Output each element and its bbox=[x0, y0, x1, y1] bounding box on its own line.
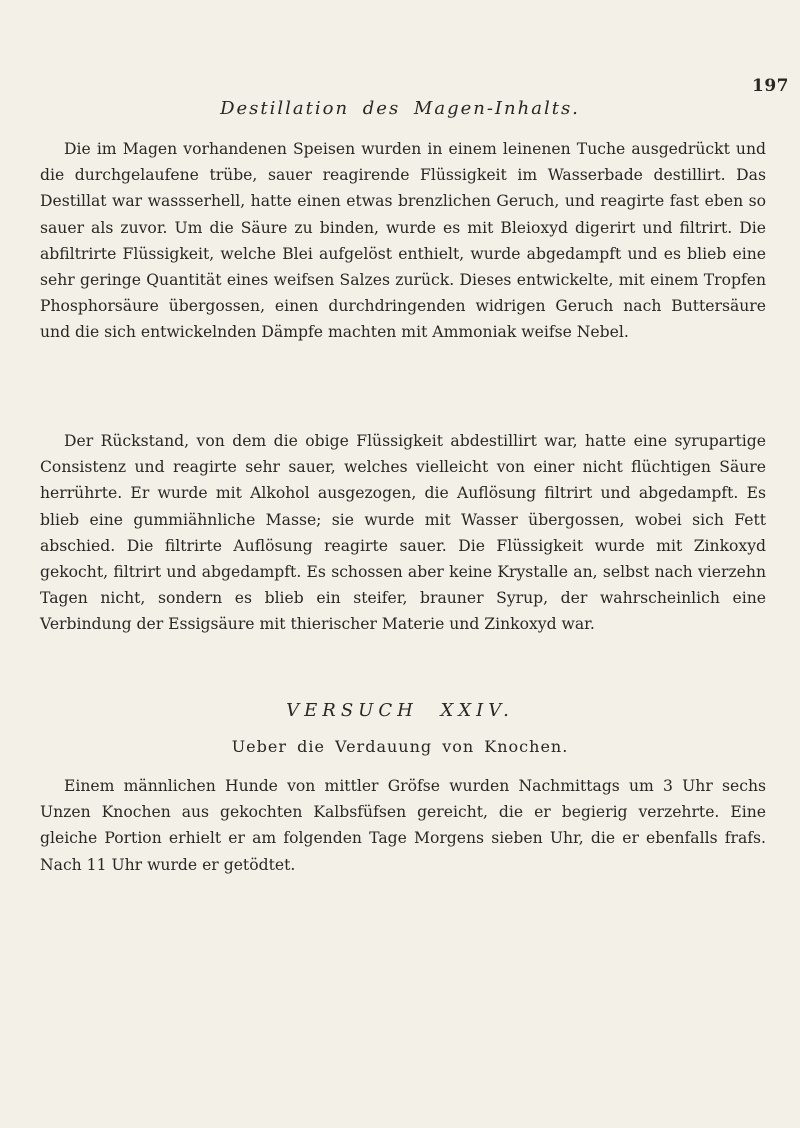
page-number: 197 bbox=[752, 76, 789, 96]
section-title: Destillation des Magen-Inhalts. bbox=[220, 98, 580, 119]
paragraph: Die im Magen vorhandenen Speisen wurden in einem leinenen Tuche ausgedrückt und die durchgelaufene trübe, sauer reagirende Flüssigkeit im Wasserbade destillirt. Das Destillat war wassserhell, hatte einen etwas brenzlichen Geruch, und reagirte fast eben so sauer als zuvor. Um die Säure zu binden, wurde es mit Bleioxyd digerirt und filtrirt. Die abfiltrirte Flüssigkeit, welche Blei aufgelöst enthielt, wurde abgedampft und es blieb eine sehr geringe Quantität eines weifsen Salzes zurück. Dieses entwickelte, mit einem Tropfen Phosphorsäure übergossen, einen durchdringenden widrigen Geruch nach Buttersäure und die sich entwickelnden Dämpfe machten mit Ammoniak weifse Nebel. bbox=[40, 140, 766, 342]
paragraph: Der Rückstand, von dem die obige Flüssigkeit abdestillirt war, hatte eine syrupartige Consistenz und reagirte sehr sauer, welches vielleicht von einer nicht flüchtigen Säure herrührte. Er wurde mit Alkohol ausgezogen, die Auflösung filtrirt und abgedampft. Es blieb eine gummiähnliche Masse; sie wurde mit Wasser übergossen, wobei sich Fett abschied. Die filtrirte Auflösung reagirte sauer. Die Flüssigkeit wurde mit Zinkoxyd gekocht, filtrirt und abgedampft. Es schossen aber keine Krystalle an, selbst nach vierzehn Tagen nicht, sondern es blieb ein steifer, brauner Syrup, der wahrscheinlich eine Verbindung der Essigsäure mit thierischer Materie und Zinkoxyd war. bbox=[40, 432, 766, 634]
versuch-heading: VERSUCH XXIV. bbox=[286, 700, 514, 721]
text-block-3 bbox=[40, 773, 766, 878]
text-block-1 bbox=[40, 136, 766, 346]
versuch-subtitle: Ueber die Verdauung von Knochen. bbox=[231, 737, 569, 756]
paragraph: Einem männlichen Hunde von mittler Gröfse wurden Nachmittags um 3 Uhr sechs Unzen Knochen aus gekochten Kalbsfüfsen gereicht, die er begierig verzehrte. Eine gleiche Portion erhielt er am folgenden Tage Morgens sieben Uhr, die er ebenfalls frafs. Nach 11 Uhr wurde er getödtet. bbox=[40, 777, 766, 874]
text-block-2 bbox=[40, 428, 766, 638]
